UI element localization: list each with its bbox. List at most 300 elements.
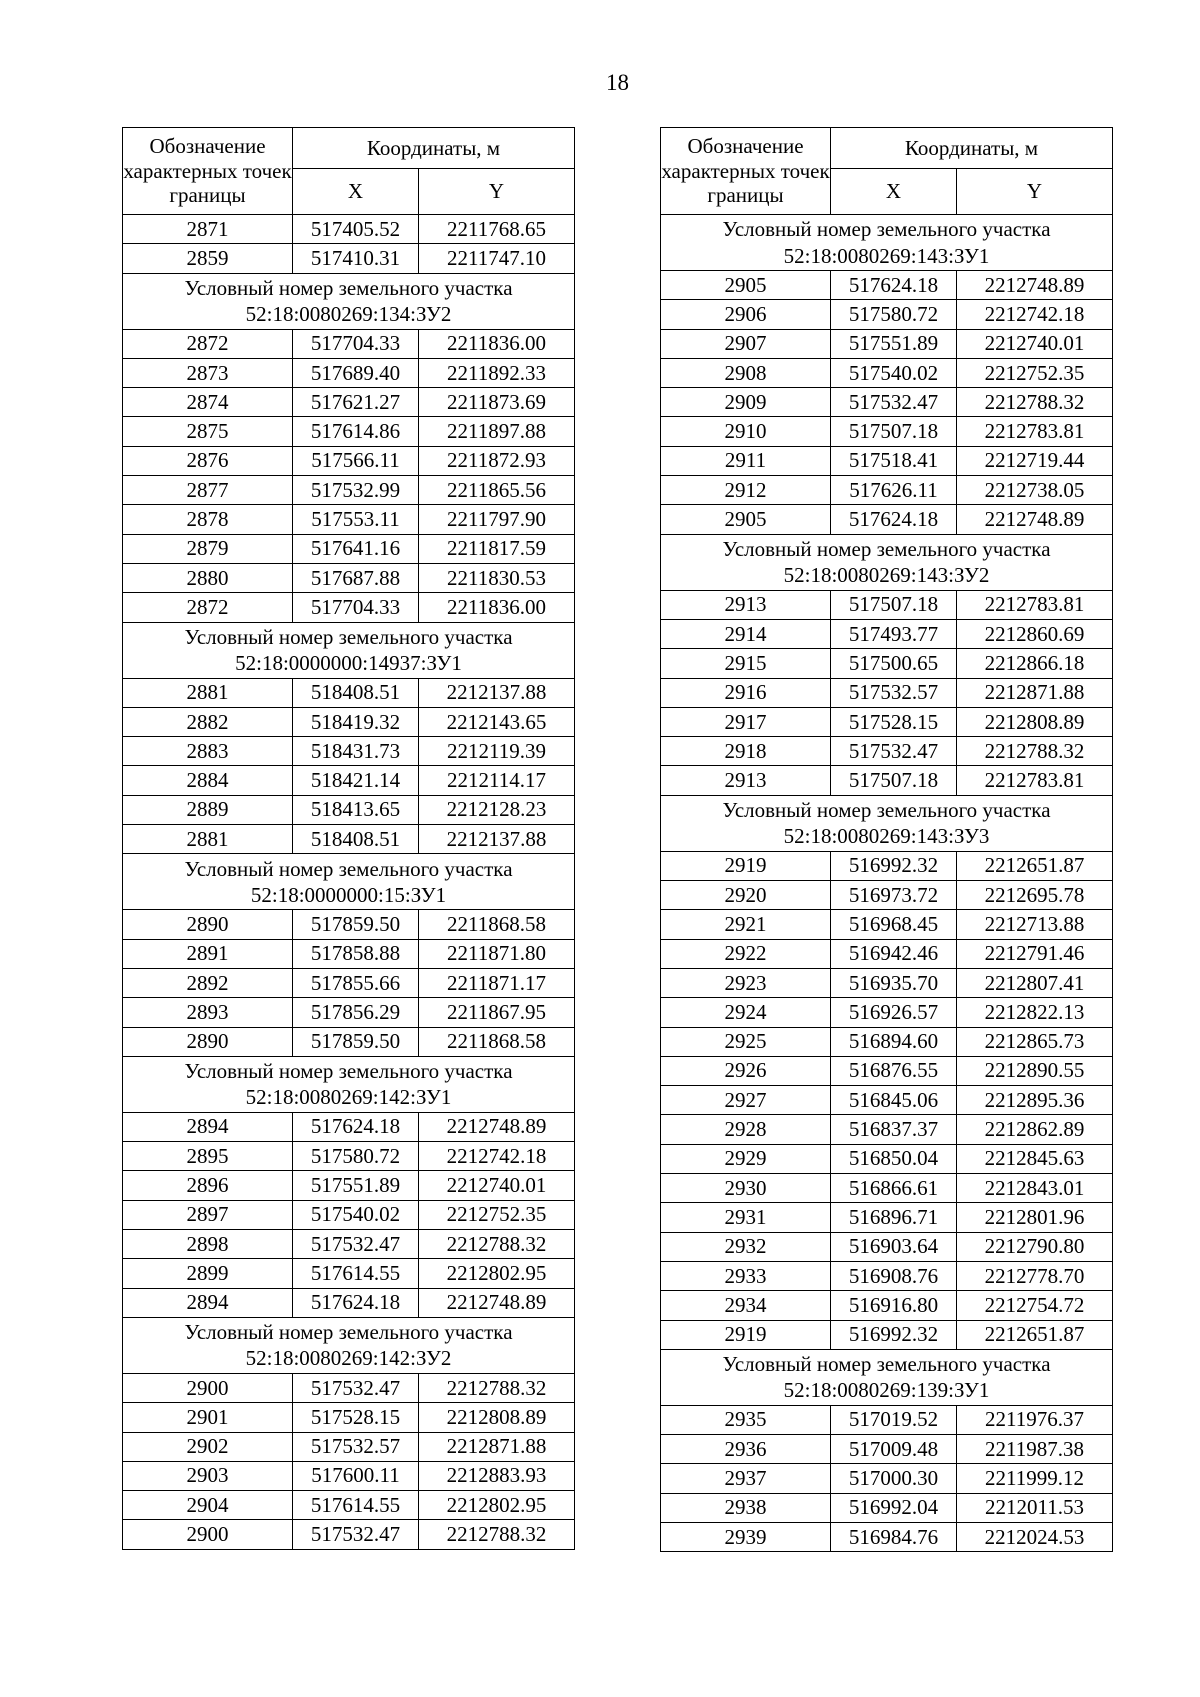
parcel-number: 52:18:0080269:142:ЗУ1 [245, 1085, 452, 1110]
x-cell: 517621.27 [293, 388, 419, 417]
x-header: X [831, 169, 957, 215]
point-cell: 2906 [661, 300, 831, 329]
parcel-number-cell [123, 854, 575, 910]
table-header [661, 128, 1113, 215]
x-cell: 517507.18 [831, 590, 957, 619]
table-row [661, 476, 1113, 505]
y-cell: 2212778.70 [957, 1261, 1113, 1290]
x-cell: 516876.55 [831, 1056, 957, 1085]
table-row [123, 1491, 575, 1520]
point-cell: 2935 [661, 1405, 831, 1434]
y-cell: 2212808.89 [419, 1403, 575, 1432]
table-row [123, 737, 575, 766]
y-cell: 2211897.88 [419, 417, 575, 446]
table-row [661, 590, 1113, 619]
table-row [661, 910, 1113, 939]
point-cell: 2914 [661, 619, 831, 648]
point-cell: 2896 [123, 1171, 293, 1200]
y-cell: 2212137.88 [419, 678, 575, 707]
point-cell: 2919 [661, 851, 831, 880]
parcel-number: 52:18:0080269:143:ЗУ1 [783, 243, 990, 268]
table-row [661, 1522, 1113, 1551]
point-cell: 2920 [661, 881, 831, 910]
y-cell: 2212754.72 [957, 1291, 1113, 1320]
parcel-number-cell [661, 215, 1113, 271]
coordinates-header: Координаты, м [293, 128, 575, 169]
point-cell: 2934 [661, 1291, 831, 1320]
y-cell: 2211892.33 [419, 358, 575, 387]
table-row [123, 1259, 575, 1288]
x-cell: 517624.18 [831, 505, 957, 534]
y-cell: 2211747.10 [419, 244, 575, 273]
table-row [123, 910, 575, 939]
parcel-label: Условный номер земельного участка [184, 1320, 513, 1345]
parcel-group-row [661, 1349, 1113, 1405]
y-cell: 2212783.81 [957, 417, 1113, 446]
x-cell: 517500.65 [831, 649, 957, 678]
table-row [661, 1405, 1113, 1434]
point-cell: 2907 [661, 329, 831, 358]
y-cell: 2212890.55 [957, 1056, 1113, 1085]
point-cell: 2922 [661, 939, 831, 968]
table-row [123, 593, 575, 622]
table-row [661, 505, 1113, 534]
x-cell: 517507.18 [831, 766, 957, 795]
point-cell: 2891 [123, 939, 293, 968]
y-cell: 2212748.89 [957, 271, 1113, 300]
parcel-number: 52:18:0000000:14937:ЗУ1 [235, 651, 462, 676]
point-cell: 2879 [123, 534, 293, 563]
parcel-group-row [123, 854, 575, 910]
parcel-number: 52:18:0080269:134:ЗУ2 [245, 302, 452, 327]
point-cell: 2909 [661, 388, 831, 417]
table-row [661, 678, 1113, 707]
y-cell: 2211976.37 [957, 1405, 1113, 1434]
y-cell: 2212790.80 [957, 1232, 1113, 1261]
point-cell: 2929 [661, 1144, 831, 1173]
y-cell: 2212788.32 [957, 737, 1113, 766]
x-cell: 517614.55 [293, 1259, 419, 1288]
table-row [661, 1086, 1113, 1115]
parcel-label: Условный номер земельного участка [722, 798, 1051, 822]
x-cell: 517858.88 [293, 939, 419, 968]
point-designation-header: Обозначение характерных точек границы [123, 128, 293, 215]
y-cell: 2212752.35 [419, 1200, 575, 1229]
parcel-label: Условный номер земельного участка [184, 624, 513, 649]
y-cell: 2212866.18 [957, 649, 1113, 678]
x-cell: 517532.47 [831, 737, 957, 766]
parcel-label: Условный номер земельного участка [722, 536, 1051, 561]
table-row [661, 619, 1113, 648]
point-cell: 2915 [661, 649, 831, 678]
point-cell: 2913 [661, 590, 831, 619]
table-row [661, 1261, 1113, 1290]
point-cell: 2930 [661, 1174, 831, 1203]
table-row [123, 795, 575, 824]
point-cell: 2900 [123, 1520, 293, 1549]
right-coordinates-table [660, 127, 1113, 1552]
x-cell: 517532.57 [293, 1432, 419, 1461]
point-cell: 2881 [123, 678, 293, 707]
x-cell: 516973.72 [831, 881, 957, 910]
y-header: Y [957, 169, 1113, 215]
x-cell: 516926.57 [831, 998, 957, 1027]
y-cell: 2212651.87 [957, 1320, 1113, 1349]
point-cell: 2936 [661, 1435, 831, 1464]
table-row [661, 1464, 1113, 1493]
y-cell: 2212695.78 [957, 881, 1113, 910]
x-cell: 516984.76 [831, 1522, 957, 1551]
table-row [123, 388, 575, 417]
x-cell: 517859.50 [293, 910, 419, 939]
point-cell: 2905 [661, 505, 831, 534]
point-cell: 2933 [661, 1261, 831, 1290]
y-cell: 2211865.56 [419, 476, 575, 505]
parcel-number: 52:18:0080269:142:ЗУ2 [245, 1346, 452, 1371]
point-cell: 2876 [123, 446, 293, 475]
x-cell: 518408.51 [293, 825, 419, 854]
table-row [123, 998, 575, 1027]
y-cell: 2212742.18 [957, 300, 1113, 329]
point-cell: 2890 [123, 910, 293, 939]
x-cell: 517614.55 [293, 1491, 419, 1520]
point-cell: 2872 [123, 593, 293, 622]
y-cell: 2212788.32 [419, 1520, 575, 1549]
x-cell: 518413.65 [293, 795, 419, 824]
x-cell: 517532.57 [831, 678, 957, 707]
x-cell: 518431.73 [293, 737, 419, 766]
point-cell: 2893 [123, 998, 293, 1027]
table-row [123, 1520, 575, 1549]
y-cell: 2211871.80 [419, 939, 575, 968]
x-cell: 516935.70 [831, 968, 957, 997]
x-cell: 517626.11 [831, 476, 957, 505]
point-cell: 2938 [661, 1493, 831, 1522]
point-cell: 2923 [661, 968, 831, 997]
y-cell: 2212651.87 [957, 851, 1113, 880]
x-cell: 516992.32 [831, 1320, 957, 1349]
point-cell: 2884 [123, 766, 293, 795]
x-cell: 517600.11 [293, 1461, 419, 1490]
parcel-number-cell [123, 273, 575, 329]
x-cell: 517532.99 [293, 476, 419, 505]
table-row [661, 329, 1113, 358]
x-cell: 517540.02 [293, 1200, 419, 1229]
y-cell: 2212740.01 [419, 1171, 575, 1200]
x-cell: 517019.52 [831, 1405, 957, 1434]
table-row [123, 1373, 575, 1402]
left-coordinates-table [122, 127, 575, 1550]
table-row [661, 446, 1113, 475]
table-row [123, 707, 575, 736]
point-cell: 2921 [661, 910, 831, 939]
y-cell: 2212742.18 [419, 1142, 575, 1171]
parcel-number-cell [123, 1056, 575, 1112]
x-cell: 517704.33 [293, 329, 419, 358]
x-cell: 517009.48 [831, 1435, 957, 1464]
coordinates-header: Координаты, м [831, 128, 1113, 169]
point-cell: 2911 [661, 446, 831, 475]
x-cell: 517532.47 [293, 1520, 419, 1549]
point-cell: 2916 [661, 678, 831, 707]
point-cell: 2901 [123, 1403, 293, 1432]
y-cell: 2212865.73 [957, 1027, 1113, 1056]
x-cell: 517518.41 [831, 446, 957, 475]
x-cell: 516992.32 [831, 851, 957, 880]
y-cell: 2212783.81 [957, 766, 1113, 795]
table-row [123, 244, 575, 273]
point-cell: 2939 [661, 1522, 831, 1551]
parcel-number: 52:18:0080269:143:ЗУ3 [783, 824, 990, 849]
point-cell: 2913 [661, 766, 831, 795]
y-cell: 2212895.36 [957, 1086, 1113, 1115]
table-row [661, 417, 1113, 446]
point-cell: 2924 [661, 998, 831, 1027]
table-row [123, 329, 575, 358]
point-cell: 2871 [123, 215, 293, 244]
parcel-number-cell [123, 1317, 575, 1373]
table-row [123, 678, 575, 707]
y-cell: 2211868.58 [419, 1027, 575, 1056]
x-cell: 517405.52 [293, 215, 419, 244]
x-cell: 517624.18 [293, 1112, 419, 1141]
y-cell: 2212011.53 [957, 1493, 1113, 1522]
parcel-number: 52:18:0080269:139:ЗУ1 [783, 1378, 990, 1403]
x-cell: 517532.47 [293, 1230, 419, 1259]
y-cell: 2211987.38 [957, 1435, 1113, 1464]
table-row [661, 1291, 1113, 1320]
y-cell: 2212791.46 [957, 939, 1113, 968]
y-cell: 2211836.00 [419, 593, 575, 622]
y-cell: 2212119.39 [419, 737, 575, 766]
parcel-number-cell [661, 1349, 1113, 1405]
y-cell: 2212807.41 [957, 968, 1113, 997]
y-cell: 2211871.17 [419, 968, 575, 997]
point-cell: 2875 [123, 417, 293, 446]
y-cell: 2211867.95 [419, 998, 575, 1027]
point-cell: 2919 [661, 1320, 831, 1349]
table-row [661, 1144, 1113, 1173]
table-row [123, 446, 575, 475]
x-cell: 517507.18 [831, 417, 957, 446]
x-cell: 517532.47 [831, 388, 957, 417]
table-row [123, 1171, 575, 1200]
y-cell: 2212748.89 [419, 1288, 575, 1317]
table-row [123, 825, 575, 854]
x-cell: 516992.04 [831, 1493, 957, 1522]
point-designation-header: Обозначение характерных точек границы [661, 128, 831, 215]
x-cell: 517551.89 [831, 329, 957, 358]
table-row [123, 1142, 575, 1171]
y-cell: 2212719.44 [957, 446, 1113, 475]
table-row [661, 766, 1113, 795]
y-cell: 2212024.53 [957, 1522, 1113, 1551]
parcel-group-row [123, 273, 575, 329]
point-cell: 2932 [661, 1232, 831, 1261]
point-cell: 2926 [661, 1056, 831, 1085]
point-cell: 2928 [661, 1115, 831, 1144]
y-cell: 2212802.95 [419, 1491, 575, 1520]
point-cell: 2925 [661, 1027, 831, 1056]
parcel-label: Условный номер земельного участка [722, 217, 1051, 242]
x-cell: 517493.77 [831, 619, 957, 648]
y-cell: 2212748.89 [419, 1112, 575, 1141]
table-row [661, 1493, 1113, 1522]
point-cell: 2912 [661, 476, 831, 505]
table-row [661, 271, 1113, 300]
x-cell: 517532.47 [293, 1373, 419, 1402]
y-cell: 2212883.93 [419, 1461, 575, 1490]
y-cell: 2212713.88 [957, 910, 1113, 939]
point-cell: 2895 [123, 1142, 293, 1171]
x-cell: 516916.80 [831, 1291, 957, 1320]
parcel-label: Условный номер земельного участка [722, 1352, 1051, 1377]
point-cell: 2905 [661, 271, 831, 300]
x-cell: 516896.71 [831, 1203, 957, 1232]
parcel-group-row [661, 534, 1113, 590]
y-cell: 2211872.93 [419, 446, 575, 475]
x-cell: 517528.15 [831, 707, 957, 736]
x-cell: 517580.72 [831, 300, 957, 329]
point-cell: 2880 [123, 563, 293, 592]
left-table-body [123, 215, 575, 1550]
table-row [123, 968, 575, 997]
table-row [661, 300, 1113, 329]
point-cell: 2872 [123, 329, 293, 358]
table-row [123, 1200, 575, 1229]
x-cell: 517410.31 [293, 244, 419, 273]
y-cell: 2212137.88 [419, 825, 575, 854]
y-cell: 2212845.63 [957, 1144, 1113, 1173]
point-cell: 2892 [123, 968, 293, 997]
table-row [661, 881, 1113, 910]
table-row [123, 1432, 575, 1461]
table-row [661, 358, 1113, 387]
y-cell: 2212128.23 [419, 795, 575, 824]
point-cell: 2899 [123, 1259, 293, 1288]
y-cell: 2211868.58 [419, 910, 575, 939]
point-cell: 2918 [661, 737, 831, 766]
point-cell: 2902 [123, 1432, 293, 1461]
y-cell: 2212143.65 [419, 707, 575, 736]
page-number: 18 [606, 70, 629, 95]
parcel-label: Условный номер земельного участка [184, 275, 513, 300]
table-row [123, 939, 575, 968]
y-cell: 2212114.17 [419, 766, 575, 795]
table-row [661, 1056, 1113, 1085]
y-cell: 2212808.89 [957, 707, 1113, 736]
point-cell: 2903 [123, 1461, 293, 1490]
table-row [123, 505, 575, 534]
y-cell: 2212748.89 [957, 505, 1113, 534]
point-cell: 2877 [123, 476, 293, 505]
y-cell: 2212740.01 [957, 329, 1113, 358]
point-cell: 2894 [123, 1288, 293, 1317]
x-cell: 518408.51 [293, 678, 419, 707]
x-cell: 517689.40 [293, 358, 419, 387]
x-cell: 517540.02 [831, 358, 957, 387]
table-row [123, 534, 575, 563]
point-cell: 2910 [661, 417, 831, 446]
point-cell: 2873 [123, 358, 293, 387]
parcel-group-row [661, 795, 1113, 851]
y-cell: 2211817.59 [419, 534, 575, 563]
y-cell: 2211999.12 [957, 1464, 1113, 1493]
table-row [661, 1435, 1113, 1464]
x-cell: 517859.50 [293, 1027, 419, 1056]
x-cell: 517000.30 [831, 1464, 957, 1493]
x-cell: 516845.06 [831, 1086, 957, 1115]
y-cell: 2212822.13 [957, 998, 1113, 1027]
table-row [661, 1174, 1113, 1203]
x-cell: 517641.16 [293, 534, 419, 563]
point-cell: 2878 [123, 505, 293, 534]
table-row [123, 563, 575, 592]
y-cell: 2212860.69 [957, 619, 1113, 648]
y-cell: 2211836.00 [419, 329, 575, 358]
parcel-group-row [661, 215, 1113, 271]
table-header [123, 128, 575, 215]
x-cell: 516942.46 [831, 939, 957, 968]
table-row [661, 1027, 1113, 1056]
point-cell: 2931 [661, 1203, 831, 1232]
y-cell: 2211830.53 [419, 563, 575, 592]
x-cell: 517624.18 [293, 1288, 419, 1317]
table-row [661, 1320, 1113, 1349]
y-cell: 2211768.65 [419, 215, 575, 244]
parcel-number-cell [661, 795, 1113, 851]
table-row [661, 707, 1113, 736]
point-cell: 2900 [123, 1373, 293, 1402]
point-cell: 2882 [123, 707, 293, 736]
y-cell: 2212802.95 [419, 1259, 575, 1288]
y-cell: 2211797.90 [419, 505, 575, 534]
y-cell: 2212871.88 [419, 1432, 575, 1461]
table-row [661, 737, 1113, 766]
table-row [123, 417, 575, 446]
y-cell: 2212783.81 [957, 590, 1113, 619]
x-cell: 518419.32 [293, 707, 419, 736]
point-cell: 2894 [123, 1112, 293, 1141]
table-row [661, 388, 1113, 417]
x-cell: 517624.18 [831, 271, 957, 300]
table-row [123, 215, 575, 244]
x-cell: 516850.04 [831, 1144, 957, 1173]
point-cell: 2917 [661, 707, 831, 736]
x-cell: 516837.37 [831, 1115, 957, 1144]
x-cell: 518421.14 [293, 766, 419, 795]
y-header: Y [419, 169, 575, 215]
point-cell: 2881 [123, 825, 293, 854]
point-cell: 2908 [661, 358, 831, 387]
x-cell: 517704.33 [293, 593, 419, 622]
parcel-group-row [123, 1056, 575, 1112]
x-cell: 516908.76 [831, 1261, 957, 1290]
table-row [123, 1230, 575, 1259]
x-cell: 517553.11 [293, 505, 419, 534]
table-row [123, 1112, 575, 1141]
parcel-number: 52:18:0080269:143:ЗУ2 [783, 563, 990, 588]
parcel-group-row [123, 622, 575, 678]
y-cell: 2212752.35 [957, 358, 1113, 387]
table-row [661, 851, 1113, 880]
y-cell: 2212843.01 [957, 1174, 1113, 1203]
table-row [661, 1203, 1113, 1232]
parcel-number: 52:18:0000000:15:ЗУ1 [250, 882, 447, 907]
table-row [661, 998, 1113, 1027]
x-cell: 517551.89 [293, 1171, 419, 1200]
parcel-label: Условный номер земельного участка [184, 1059, 513, 1084]
